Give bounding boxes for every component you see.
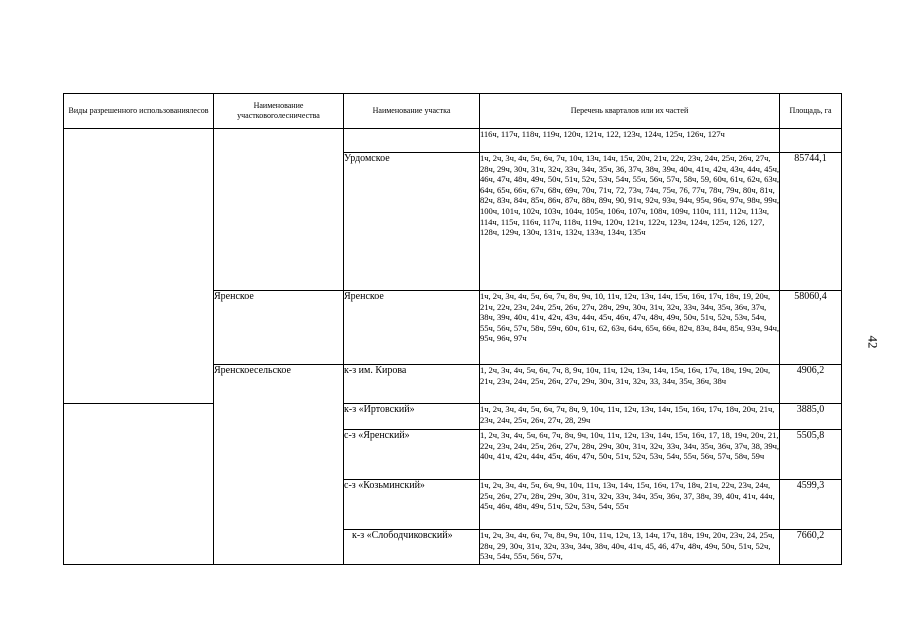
area-cell: 3885,0 <box>780 404 842 430</box>
quarters-cell: 1, 2ч, 3ч, 4ч, 5ч, 6ч, 7ч, 8ч, 9ч, 10ч, 11ч, 12ч, 13ч, 14ч, 15ч, 16ч, 17, 18, 19ч, 20ч, 21, 22ч, 23ч, 24ч, 25ч, 26ч, 27ч, 28ч, 29ч, 30ч, 31ч, 32ч, 33ч, 34ч, 35ч, 36ч, 37ч, 38, 39ч, 40ч, 41ч, 42ч, 44ч, 45ч, 46ч, 47ч, 50ч, 51ч, 52ч, 53ч, 54ч, 55ч, 56ч, 57ч, 58ч, 59ч <box>480 430 780 480</box>
plot-cell: к-з «Слободчиковский» <box>344 530 480 565</box>
plot-cell: к-з «Иртовский» <box>344 404 480 430</box>
area-cell <box>780 129 842 153</box>
header-plot-name: Наименование участка <box>344 94 480 129</box>
plot-cell <box>344 129 480 153</box>
area-cell: 85744,1 <box>780 153 842 291</box>
header-permitted-use: Виды разрешенного использованиялесов <box>64 94 214 129</box>
quarters-cell: 1ч, 2ч, 3ч, 4ч, 5ч, 6ч, 7ч, 8ч, 9ч, 10, 11ч, 12ч, 13ч, 14ч, 15ч, 16ч, 17ч, 18ч, 19, 20ч, 21ч, 22ч, 23ч, 24ч, 25ч, 26ч, 27ч, 28ч, 29ч, 30ч, 31ч, 32ч, 33ч, 34ч, 35ч, 36ч, 37ч, 38ч, 39ч, 40ч, 41ч, 42ч, 43ч, 44ч, 45ч, 46ч, 47ч, 48ч, 49ч, 50ч, 51ч, 52ч, 53ч, 54ч, 55ч, 56ч, 57ч, 58ч, 59ч, 60ч, 61ч, 62, 63ч, 64ч, 65ч, 66ч, 82ч, 83ч, 84ч, 85ч, 93ч, 94ч, 95ч, 96ч, 97ч <box>480 291 780 365</box>
area-cell: 58060,4 <box>780 291 842 365</box>
forestry-cell <box>214 129 344 291</box>
area-cell: 4906,2 <box>780 365 842 404</box>
quarters-cell: 116ч, 117ч, 118ч, 119ч, 120ч, 121ч, 122, 123ч, 124ч, 125ч, 126ч, 127ч <box>480 129 780 153</box>
forestry-cell: Яренское <box>214 291 344 365</box>
quarters-cell: 1ч, 2ч, 3ч, 4ч, 6ч, 7ч, 8ч, 9ч, 10ч, 11ч, 12ч, 13, 14ч, 17ч, 18ч, 19ч, 20ч, 23ч, 24, 25ч, 28ч, 29, 30ч, 31ч, 32ч, 33ч, 34ч, 38ч, 40ч, 41ч, 45, 46, 47ч, 48ч, 49ч, 50ч, 51ч, 52ч, 53ч, 54ч, 55ч, 56ч, 57ч, <box>480 530 780 565</box>
forestry-cell: Яренскоесельское <box>214 365 344 565</box>
header-district-forestry: Наименование участковоголесничества <box>214 94 344 129</box>
plot-cell: с-з «Козьминский» <box>344 480 480 530</box>
plot-cell: Урдомское <box>344 153 480 291</box>
quarters-cell: 1ч, 2ч, 3ч, 4ч, 5ч, 6ч, 7ч, 8ч, 9, 10ч, 11ч, 12ч, 13ч, 14ч, 15ч, 16ч, 17ч, 18ч, 20ч, 21ч, 23ч, 24ч, 25ч, 26ч, 27ч, 28, 29ч <box>480 404 780 430</box>
plot-cell: с-з «Яренский» <box>344 430 480 480</box>
table-header-row <box>64 94 842 129</box>
area-cell: 5505,8 <box>780 430 842 480</box>
area-cell: 7660,2 <box>780 530 842 565</box>
quarters-cell: 1, 2ч, 3ч, 4ч, 5ч, 6ч, 7ч, 8, 9ч, 10ч, 11ч, 12ч, 13ч, 14ч, 15ч, 16ч, 17ч, 18ч, 19ч, 20ч, 21ч, 23ч, 24ч, 25ч, 26ч, 27ч, 29ч, 30ч, 31ч, 32ч, 33, 34ч, 35ч, 36ч, 38ч <box>480 365 780 404</box>
permitted-use-cell <box>64 404 214 565</box>
page-number: 42 <box>865 335 881 349</box>
quarters-cell: 1ч, 2ч, 3ч, 4ч, 5ч, 6ч, 7ч, 10ч, 13ч, 14ч, 15ч, 20ч, 21ч, 22ч, 23ч, 24ч, 25ч, 26ч, 27ч, 28ч, 29ч, 30ч, 31ч, 32ч, 33ч, 34ч, 35ч, 36, 37ч, 38ч, 39ч, 40ч, 41ч, 42ч, 43ч, 44ч, 45ч, 46ч, 47ч, 48ч, 49ч, 50ч, 51ч, 52ч, 53ч, 54ч, 55ч, 56ч, 57ч, 58ч, 59, 60ч, 61ч, 62ч, 63ч, 64ч, 65ч, 66ч, 67ч, 68ч, 69ч, 70ч, 71ч, 72, 73ч, 74ч, 75ч, 76, 77ч, 78ч, 79ч, 80ч, 81ч, 82ч, 83ч, 84ч, 85ч, 86ч, 87ч, 88ч, 89ч, 90, 91ч, 92ч, 93ч, 94ч, 95ч, 96ч, 97ч, 98ч, 99ч, 100ч, 101ч, 102ч, 103ч, 104ч, 105ч, 106ч, 107ч, 108ч, 109ч, 110ч, 111, 112ч, 113ч, 114ч, 115ч, 116ч, 117ч, 118ч, 119ч, 120ч, 121ч, 122ч, 123ч, 124ч, 125ч, 126, 127, 128ч, 129ч, 130ч, 131ч, 132ч, 133ч, 134ч, 135ч <box>480 153 780 291</box>
quarters-cell: 1ч, 2ч, 3ч, 4ч, 5ч, 6ч, 9ч, 10ч, 11ч, 13ч, 14ч, 15ч, 16ч, 17ч, 18ч, 21ч, 22ч, 23ч, 24ч, 25ч, 26ч, 27ч, 28ч, 29ч, 30ч, 31ч, 32ч, 33ч, 34ч, 35ч, 36ч, 37, 38ч, 39, 40ч, 41ч, 44ч, 45ч, 46ч, 48ч, 49ч, 51ч, 52ч, 53ч, 54ч, 55ч <box>480 480 780 530</box>
table-row <box>64 129 842 153</box>
forest-plots-table <box>63 93 842 565</box>
plot-cell: к-з им. Кирова <box>344 365 480 404</box>
table-row <box>64 404 842 430</box>
header-area: Площадь, га <box>780 94 842 129</box>
permitted-use-cell <box>64 129 214 404</box>
plot-cell: Яренское <box>344 291 480 365</box>
header-quarters-list: Перечень кварталов или их частей <box>480 94 780 129</box>
area-cell: 4599,3 <box>780 480 842 530</box>
